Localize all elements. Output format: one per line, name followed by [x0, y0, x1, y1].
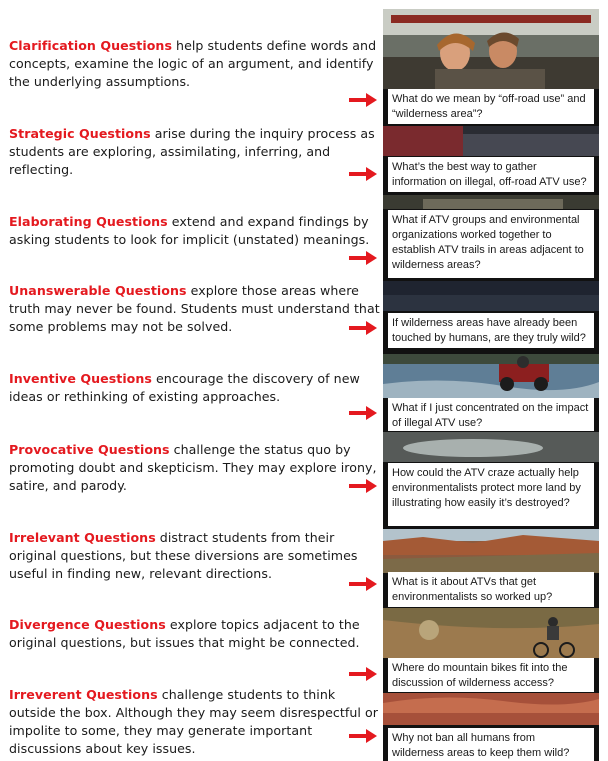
question-type-strategic: [9, 125, 381, 179]
question-type-clarification: [9, 37, 381, 91]
question-type-description: help students define words and concepts, examine the logic of an argument, and identify the underlying assumptions.: [9, 38, 377, 89]
question-type-provocative: [9, 441, 381, 495]
question-type-text: [9, 686, 381, 758]
example-question-caption: How could the ATV craze actually help environmentalists protect more land by illustrating how easily it’s destroyed?: [388, 463, 594, 526]
question-type-description: challenge the status quo by promoting doubt and skepticism. They may explore irony, satire, and parody.: [9, 442, 377, 493]
question-type-text: [9, 282, 381, 336]
question-type-text: [9, 213, 381, 249]
question-type-text: [9, 37, 381, 91]
arrow-right-icon: [348, 250, 378, 266]
question-type-divergence: [9, 616, 381, 652]
question-type-irreverent: [9, 686, 381, 758]
question-type-unanswerable: [9, 282, 381, 336]
photo-forest: [383, 281, 599, 311]
question-type-description: distract students from their original questions, but these diversions are sometimes useful in finding new, relevant directions.: [9, 530, 358, 581]
question-type-description: extend and expand findings by asking students to look for implicit (unstated) meanings.: [9, 214, 370, 247]
question-type-term: Provocative Questions: [9, 442, 170, 457]
question-type-term: Clarification Questions: [9, 38, 172, 53]
example-question-caption: What is it about ATVs that get environmentalists so worked up?: [388, 572, 594, 607]
example-question-caption: What if I just concentrated on the impact of illegal ATV use?: [388, 398, 594, 431]
question-type-term: Inventive Questions: [9, 371, 152, 386]
question-type-description: explore topics adjacent to the original questions, but issues that might be connected.: [9, 617, 360, 650]
photo-atv-water: [383, 354, 599, 398]
arrow-right-icon: [348, 405, 378, 421]
question-type-description: explore those areas where truth may never be found. Students must understand that some problems may not be solved.: [9, 283, 380, 334]
question-type-text: [9, 125, 381, 179]
question-type-description: challenge students to think outside the box. Although they may seem disrespectful or impolite to some, they may generate important discussions about key issues.: [9, 687, 378, 756]
example-question-caption: Where do mountain bikes fit into the discussion of wilderness access?: [388, 658, 594, 692]
question-type-description: arise during the inquiry process as students are exploring, assimilating, inferring, and reflecting.: [9, 126, 375, 177]
example-question-caption: What if ATV groups and environmental organizations worked together to establish ATV trails in areas adjacent to wilderness areas?: [388, 210, 594, 278]
question-type-term: Irrelevant Questions: [9, 530, 156, 545]
question-type-elaborating: [9, 213, 381, 249]
question-type-text: [9, 370, 381, 406]
photo-biker: [383, 608, 599, 658]
question-type-term: Divergence Questions: [9, 617, 166, 632]
arrow-right-icon: [348, 728, 378, 744]
photo-riders: [383, 9, 599, 89]
arrow-right-icon: [348, 166, 378, 182]
question-type-term: Strategic Questions: [9, 126, 151, 141]
photo-red-rock: [383, 693, 599, 725]
question-type-text: [9, 529, 381, 583]
question-type-term: Irreverent Questions: [9, 687, 158, 702]
question-type-inventive: [9, 370, 381, 406]
arrow-right-icon: [348, 666, 378, 682]
example-question-caption: What’s the best way to gather information on illegal, off-road ATV use?: [388, 157, 594, 192]
question-type-term: Unanswerable Questions: [9, 283, 187, 298]
question-type-text: [9, 616, 381, 652]
arrow-right-icon: [348, 576, 378, 592]
photo-puddle: [383, 432, 599, 462]
photo-landscape: [383, 126, 599, 156]
photo-trail: [383, 195, 599, 209]
arrow-right-icon: [348, 320, 378, 336]
question-type-text: [9, 441, 381, 495]
example-question-caption: Why not ban all humans from wilderness areas to keep them wild?: [388, 728, 594, 761]
example-question-caption: If wilderness areas have already been touched by humans, are they truly wild?: [388, 313, 594, 348]
example-photo-strip: [383, 9, 599, 761]
photo-canyon: [383, 529, 599, 573]
question-type-irrelevant: [9, 529, 381, 583]
example-question-caption: What do we mean by “off-road use” and “wilderness area”?: [388, 89, 594, 124]
question-type-description: encourage the discovery of new ideas or rethinking of existing approaches.: [9, 371, 360, 404]
arrow-right-icon: [348, 478, 378, 494]
arrow-right-icon: [348, 92, 378, 108]
question-type-term: Elaborating Questions: [9, 214, 168, 229]
